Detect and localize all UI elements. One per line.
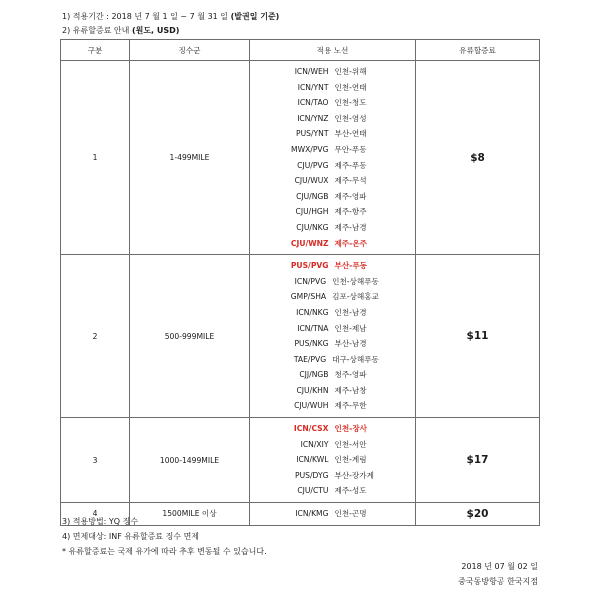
route-list bbox=[250, 418, 416, 503]
route-item bbox=[250, 158, 415, 174]
row-number: 4 bbox=[61, 503, 130, 526]
route-name: 부산-장가계 bbox=[334, 470, 374, 480]
route-name: 인천-염성 bbox=[334, 113, 367, 123]
row-number: 2 bbox=[61, 255, 130, 418]
mileage-group: 1000-1499MILE bbox=[130, 418, 250, 503]
column-header: 적용 노선 bbox=[250, 40, 416, 61]
route-item bbox=[250, 142, 415, 158]
column-header: 구분 bbox=[61, 40, 130, 61]
fare-label: 2) 유류할증료 안내 bbox=[62, 26, 132, 35]
route-item bbox=[250, 506, 415, 522]
route-code: CJJ/NGB bbox=[299, 370, 329, 380]
table-row bbox=[61, 255, 540, 418]
route-item bbox=[250, 289, 415, 305]
route-name: 인천-계림 bbox=[334, 455, 367, 465]
route-code: ICN/PVG bbox=[294, 276, 327, 286]
route-code: TAE/PVG bbox=[293, 354, 327, 364]
route-name: 대구-상해푸동 bbox=[332, 354, 379, 364]
mileage-group: 1500MILE 이상 bbox=[130, 503, 250, 526]
column-header: 유류할증료 bbox=[416, 40, 540, 61]
mileage-group: 500-999MILE bbox=[130, 255, 250, 418]
route-item bbox=[250, 95, 415, 111]
route-item bbox=[250, 80, 415, 96]
surcharge-amount: $17 bbox=[416, 418, 540, 503]
route-item bbox=[250, 189, 415, 205]
route-name: 인천-청도 bbox=[334, 98, 367, 108]
route-code: CJU/NKG bbox=[296, 222, 329, 232]
period-line bbox=[62, 11, 279, 22]
row-number: 1 bbox=[61, 61, 130, 255]
route-name: 인천-남경 bbox=[334, 307, 367, 317]
period-note: (발권일 기준) bbox=[230, 12, 280, 21]
table-header-row bbox=[61, 40, 540, 61]
route-code: ICN/KWL bbox=[296, 455, 329, 465]
route-item bbox=[250, 367, 415, 383]
route-item bbox=[250, 173, 415, 189]
surcharge-amount: $20 bbox=[416, 503, 540, 526]
route-item bbox=[250, 352, 415, 368]
route-name: 인천-위해 bbox=[334, 67, 367, 76]
table-row bbox=[61, 418, 540, 503]
route-name: 부산-연태 bbox=[334, 129, 367, 139]
route-list bbox=[250, 61, 416, 255]
surcharge-amount: $11 bbox=[416, 255, 540, 418]
route-item bbox=[250, 305, 415, 321]
fuel-surcharge-table bbox=[60, 39, 540, 526]
route-name: 제주-무석 bbox=[334, 176, 367, 186]
issuer-name: 중국동방항공 한국지점 bbox=[458, 577, 538, 586]
issue-date: 2018 년 07 월 02 일 bbox=[461, 562, 538, 571]
route-item bbox=[250, 321, 415, 337]
route-code: GMP/SHA bbox=[290, 292, 327, 302]
route-name: 제주-온주 bbox=[334, 238, 367, 248]
route-name: 부산-남경 bbox=[334, 339, 367, 349]
route-name: 제주-성도 bbox=[334, 486, 367, 496]
fare-heading bbox=[62, 25, 179, 36]
route-item bbox=[250, 126, 415, 142]
route-item bbox=[250, 421, 415, 437]
route-code: CJU/WUX bbox=[294, 176, 329, 186]
route-item bbox=[250, 383, 415, 399]
column-header: 징수군 bbox=[130, 40, 250, 61]
route-item bbox=[250, 437, 415, 453]
route-code: PUS/PVG bbox=[290, 261, 329, 271]
route-name: 무안-푸동 bbox=[334, 144, 367, 154]
route-code: CJU/KHN bbox=[296, 385, 329, 395]
route-item bbox=[250, 483, 415, 499]
route-item bbox=[250, 452, 415, 468]
route-item bbox=[250, 64, 415, 80]
route-item bbox=[250, 258, 415, 274]
route-name: 제주-남창 bbox=[334, 385, 367, 395]
exempt-note: 4) 면제대상: INF 유류할증료 징수 면제 bbox=[62, 532, 200, 541]
route-name: 인천-연태 bbox=[334, 82, 367, 92]
route-code: CJU/HGH bbox=[295, 207, 329, 217]
route-name: 제주-푸동 bbox=[334, 160, 367, 170]
table-row bbox=[61, 61, 540, 255]
route-code: CJU/PVG bbox=[297, 160, 329, 170]
route-code: CJU/NGB bbox=[296, 191, 329, 201]
period-value: 2018 년 7 월 1 일 ~ 7 월 31 일 bbox=[111, 12, 229, 21]
route-item bbox=[250, 274, 415, 290]
route-name: 제주-무한 bbox=[334, 401, 367, 411]
route-name: 인천-곤명 bbox=[334, 509, 367, 519]
route-code: ICN/KMG bbox=[295, 509, 329, 519]
period-label: 1) 적용기간 : bbox=[62, 12, 112, 21]
route-list bbox=[250, 503, 416, 526]
fare-unit: (원도, USD) bbox=[131, 26, 180, 35]
route-code: CJU/WNZ bbox=[290, 238, 329, 248]
row-number: 3 bbox=[61, 418, 130, 503]
route-name: 제주-영파 bbox=[334, 191, 367, 201]
route-item bbox=[250, 111, 415, 127]
route-code: ICN/TAO bbox=[297, 98, 329, 108]
route-name: 제주-항주 bbox=[334, 207, 367, 217]
route-item bbox=[250, 236, 415, 252]
route-code: CJU/CTU bbox=[297, 486, 329, 496]
route-code: PUS/YNT bbox=[296, 129, 329, 139]
route-name: 인천-서안 bbox=[334, 439, 367, 449]
route-item bbox=[250, 220, 415, 236]
route-list bbox=[250, 255, 416, 418]
route-code: PUS/NKG bbox=[294, 339, 329, 349]
route-code: ICN/CSX bbox=[293, 424, 329, 434]
route-item bbox=[250, 398, 415, 414]
route-name: 인천-장사 bbox=[334, 424, 367, 434]
route-code: ICN/TNA bbox=[297, 323, 329, 333]
route-code: ICN/YNT bbox=[297, 82, 329, 92]
route-code: MWX/PVG bbox=[291, 144, 329, 154]
mileage-group: 1-499MILE bbox=[130, 61, 250, 255]
route-code: PUS/DYG bbox=[295, 470, 329, 480]
route-name: 김포-상해홍교 bbox=[332, 292, 379, 302]
route-name: 인천-상해푸동 bbox=[332, 276, 379, 286]
route-item bbox=[250, 468, 415, 484]
route-code: ICN/NKG bbox=[296, 307, 329, 317]
disclaimer-note: * 유류할증료는 국제 유가에 따라 추후 변동될 수 있습니다. bbox=[62, 547, 267, 556]
route-item bbox=[250, 336, 415, 352]
route-name: 제주-남경 bbox=[334, 222, 367, 232]
surcharge-amount: $8 bbox=[416, 61, 540, 255]
route-name: 부산-푸동 bbox=[334, 261, 367, 271]
route-item bbox=[250, 204, 415, 220]
route-code: CJU/WUH bbox=[294, 401, 329, 411]
route-name: 청주-영파 bbox=[334, 370, 367, 380]
method-note: 3) 적용방법: YQ 징수 bbox=[62, 517, 139, 526]
route-code: ICN/XIY bbox=[300, 439, 329, 449]
route-code: ICN/WEH bbox=[294, 67, 329, 76]
route-name: 인천-제남 bbox=[334, 323, 367, 333]
route-code: ICN/YNZ bbox=[297, 113, 329, 123]
